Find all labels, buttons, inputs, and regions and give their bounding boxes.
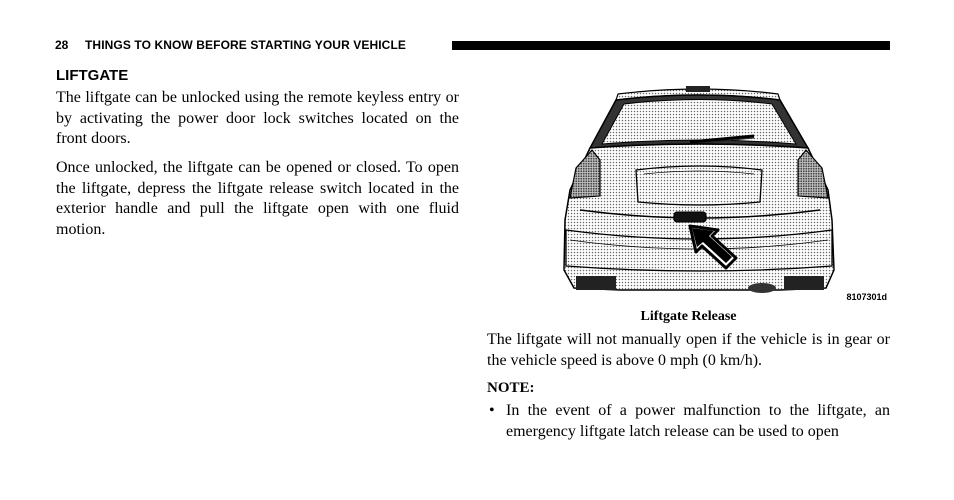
figure-code: 8107301d xyxy=(846,292,887,302)
figure-caption: Liftgate Release xyxy=(640,309,737,324)
paragraph-unlock: The liftgate can be unlocked using the remote keyless entry or by activating the power door lock switches located on the front doors. xyxy=(56,89,459,147)
bullet-icon: • xyxy=(489,402,495,419)
note-label: NOTE: xyxy=(487,380,535,396)
paragraph-open: Once unlocked, the liftgate can be opened or closed. To open the liftgate, depress the liftgate release switch located in the exterior handle and pull the liftgate open with one fluid motion. xyxy=(56,159,459,238)
paragraph-gear-warning: The liftgate will not manually open if the vehicle is in gear or the vehicle speed is above 0 mph (0 km/h). xyxy=(487,331,890,369)
list-item xyxy=(487,401,890,442)
running-title: THINGS TO KNOW BEFORE STARTING YOUR VEHICLE xyxy=(85,38,406,52)
page-number: 28 xyxy=(55,38,69,52)
liftgate-figure xyxy=(540,80,890,300)
page-header xyxy=(55,38,890,54)
section-title: LIFTGATE xyxy=(56,67,129,84)
header-rule xyxy=(452,41,890,50)
vehicle-rear-illustration xyxy=(540,80,890,300)
bullet-text: In the event of a power malfunction to the liftgate, an emergency liftgate latch release can be used to open xyxy=(506,402,890,440)
